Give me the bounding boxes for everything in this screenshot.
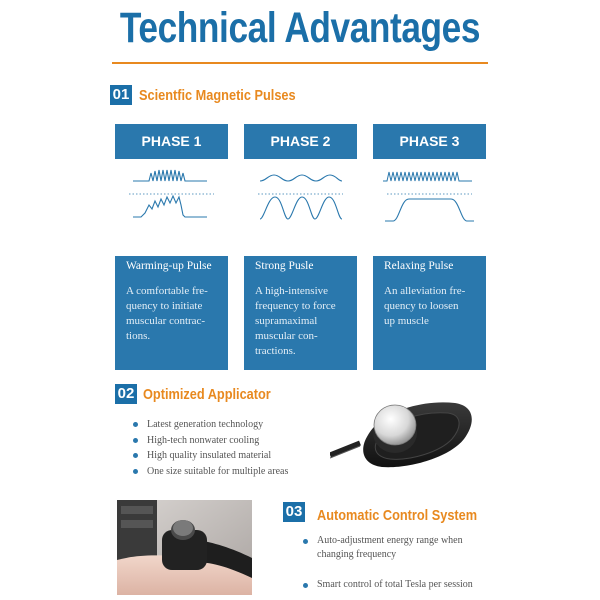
phase-3-waveform [373,159,486,256]
applicator-usage-photo [117,500,252,595]
phase-2-waveform [244,159,357,256]
applicator-device-image [330,385,480,480]
bullet-dot-icon [303,539,308,544]
bullet-dot-icon [133,438,138,443]
phase-3-header: PHASE 3 [399,133,460,149]
section-3-title: Automatic Control System [317,507,478,524]
section-2-title: Optimized Applicator [143,386,271,403]
phase-2-description: A high-intensive frequency to force supramaximal muscular con- tractions. [255,285,336,357]
phase-1-wave-icon [115,159,228,256]
section-1-number: 01 [110,85,132,105]
phase-card-2 [244,124,357,370]
list-item: Auto-adjustment energy range when changing frequency [303,534,503,562]
section-2-number: 02 [115,384,137,404]
phase-card-3 [373,124,486,370]
phase-card-1 [115,124,228,370]
list-item: Latest generation technology [133,417,288,433]
list-item: One size suitable for multiple areas [133,464,288,480]
section-3-bullet-list [303,534,503,592]
bullet-dot-icon [133,469,138,474]
list-item: Smart control of total Tesla per session [303,578,503,592]
section-2-bullet-list [133,417,288,479]
phase-3-wave-icon [373,159,486,256]
phase-2-header: PHASE 2 [270,133,331,149]
phase-3-name: Relaxing Pulse [384,260,454,272]
bullet-dot-icon [133,422,138,427]
list-item: High quality insulated material [133,448,288,464]
phase-2-wave-icon [244,159,357,256]
phase-1-header: PHASE 1 [141,133,202,149]
bullet-dot-icon [133,453,138,458]
section-1-title: Scientfic Magnetic Pulses [139,87,296,104]
section-3-number: 03 [283,502,305,522]
phase-3-description: An alleviation fre- quency to loosen up muscle [384,285,466,327]
phase-1-description: A comfortable fre- quency to initiate muscular contrac- tions. [126,285,208,342]
phase-2-name: Strong Pusle [255,260,314,272]
page-title: Technical Advantages [119,4,481,52]
title-underline [112,62,488,64]
phase-1-name: Warming-up Pulse [126,260,212,272]
bullet-dot-icon [303,583,308,588]
list-item: High-tech nonwater cooling [133,433,288,449]
phase-1-waveform [115,159,228,256]
